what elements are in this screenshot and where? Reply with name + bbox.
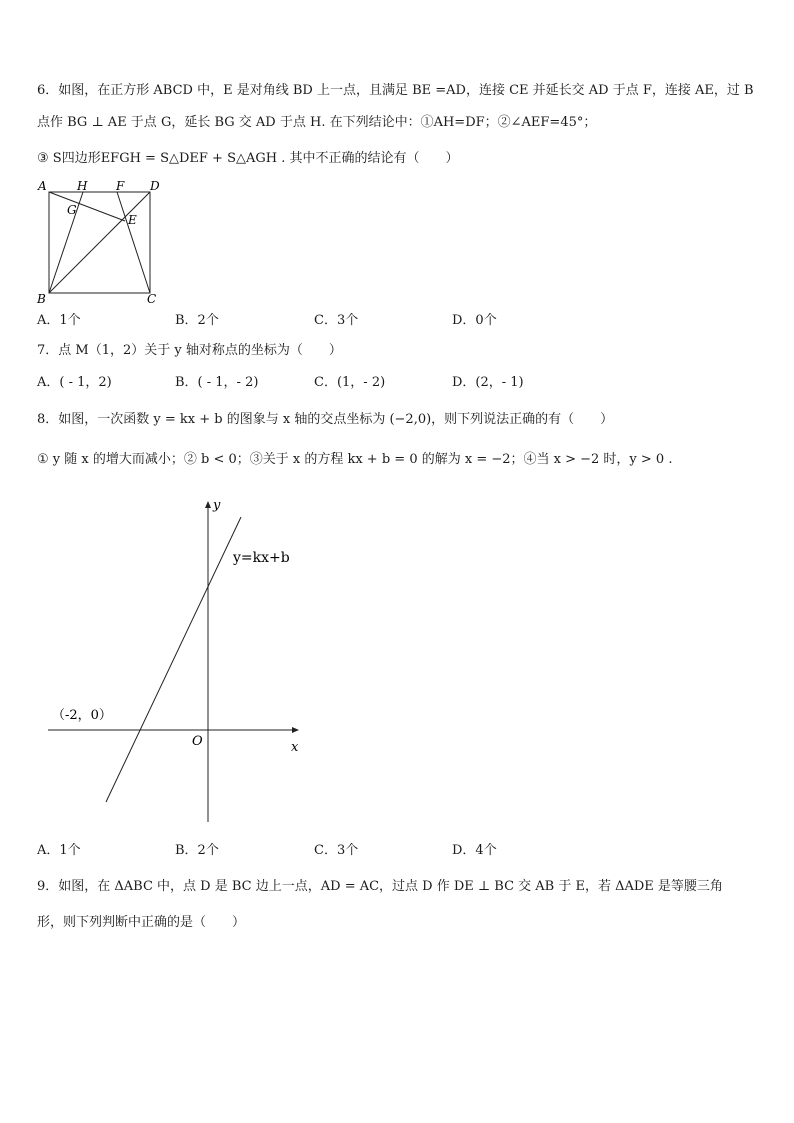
label-f: F bbox=[116, 179, 125, 193]
segment-ae bbox=[49, 192, 125, 221]
q7-option-a[interactable]: A．( - 1，2) bbox=[37, 375, 112, 390]
q6-option-d[interactable]: D．0个 bbox=[452, 313, 497, 328]
line-equation-label: y=kx+b bbox=[233, 550, 290, 566]
function-line bbox=[106, 517, 241, 802]
q6-line-1: 6．如图，在正方形 ABCD 中，E 是对角线 BD 上一点，且满足 BE =AD，连接 CE 并延长交 AD 于点 F，连接 AE，过 B bbox=[37, 83, 754, 98]
segment-bh bbox=[49, 192, 83, 293]
q8-option-b[interactable]: B．2个 bbox=[175, 843, 219, 858]
label-e: E bbox=[128, 213, 137, 227]
q7-option-b[interactable]: B．( - 1，- 2) bbox=[175, 375, 259, 390]
q9-line-2: 形，则下列判断中正确的是（ ） bbox=[37, 915, 246, 930]
q8-option-a[interactable]: A．1个 bbox=[37, 843, 81, 858]
q6-option-b[interactable]: B．2个 bbox=[175, 313, 219, 328]
q7-line-1: 7．点 M（1，2）关于 y 轴对称点的坐标为（ ） bbox=[37, 343, 342, 358]
q9-line-1: 9．如图，在 ΔABC 中，点 D 是 BC 边上一点，AD = AC，过点 D 作 DE ⊥ BC 交 AB 于 E，若 ΔADE 是等腰三角 bbox=[37, 879, 723, 894]
label-a: A bbox=[38, 179, 47, 193]
q8-line-1: 8．如图，一次函数 y = kx + b 的图象与 x 轴的交点坐标为 (−2,0)，则下列说法正确的有（ ） bbox=[37, 412, 614, 427]
q6-option-a[interactable]: A．1个 bbox=[37, 313, 81, 328]
q6-line-2: 点作 BG ⊥ AE 于点 G，延长 BG 交 AD 于点 H. 在下列结论中：①AH=DF；②∠AEF=45°； bbox=[37, 115, 597, 130]
label-c: C bbox=[147, 292, 157, 306]
label-g: G bbox=[67, 203, 77, 217]
intercept-point-label: （-2，0） bbox=[52, 708, 112, 723]
q7-option-c[interactable]: C．(1，- 2) bbox=[314, 375, 386, 390]
label-b: B bbox=[37, 292, 46, 306]
q8-option-d[interactable]: D．4个 bbox=[452, 843, 497, 858]
q7-option-d[interactable]: D．(2，- 1) bbox=[452, 375, 524, 390]
q6-line-3: ③ S四边形EFGH = S△DEF + S△AGH . 其中不正确的结论有（ ） bbox=[37, 151, 459, 166]
origin-label: O bbox=[192, 734, 203, 749]
x-axis-label: x bbox=[291, 740, 299, 755]
y-axis-label: y bbox=[213, 498, 221, 513]
label-h: H bbox=[77, 179, 88, 193]
diagonal-bd bbox=[49, 192, 150, 293]
segment-cf bbox=[117, 192, 150, 293]
q8-line-2: ① y 随 x 的增大而减小；② b < 0；③关于 x 的方程 kx + b = 0 的解为 x = −2；④当 x > −2 时，y > 0 . bbox=[37, 452, 673, 467]
q6-option-c[interactable]: C．3个 bbox=[314, 313, 359, 328]
q8-linear-graph bbox=[40, 490, 320, 830]
q6-square-figure bbox=[30, 176, 170, 308]
q8-option-c[interactable]: C．3个 bbox=[314, 843, 359, 858]
label-d: D bbox=[150, 179, 160, 193]
